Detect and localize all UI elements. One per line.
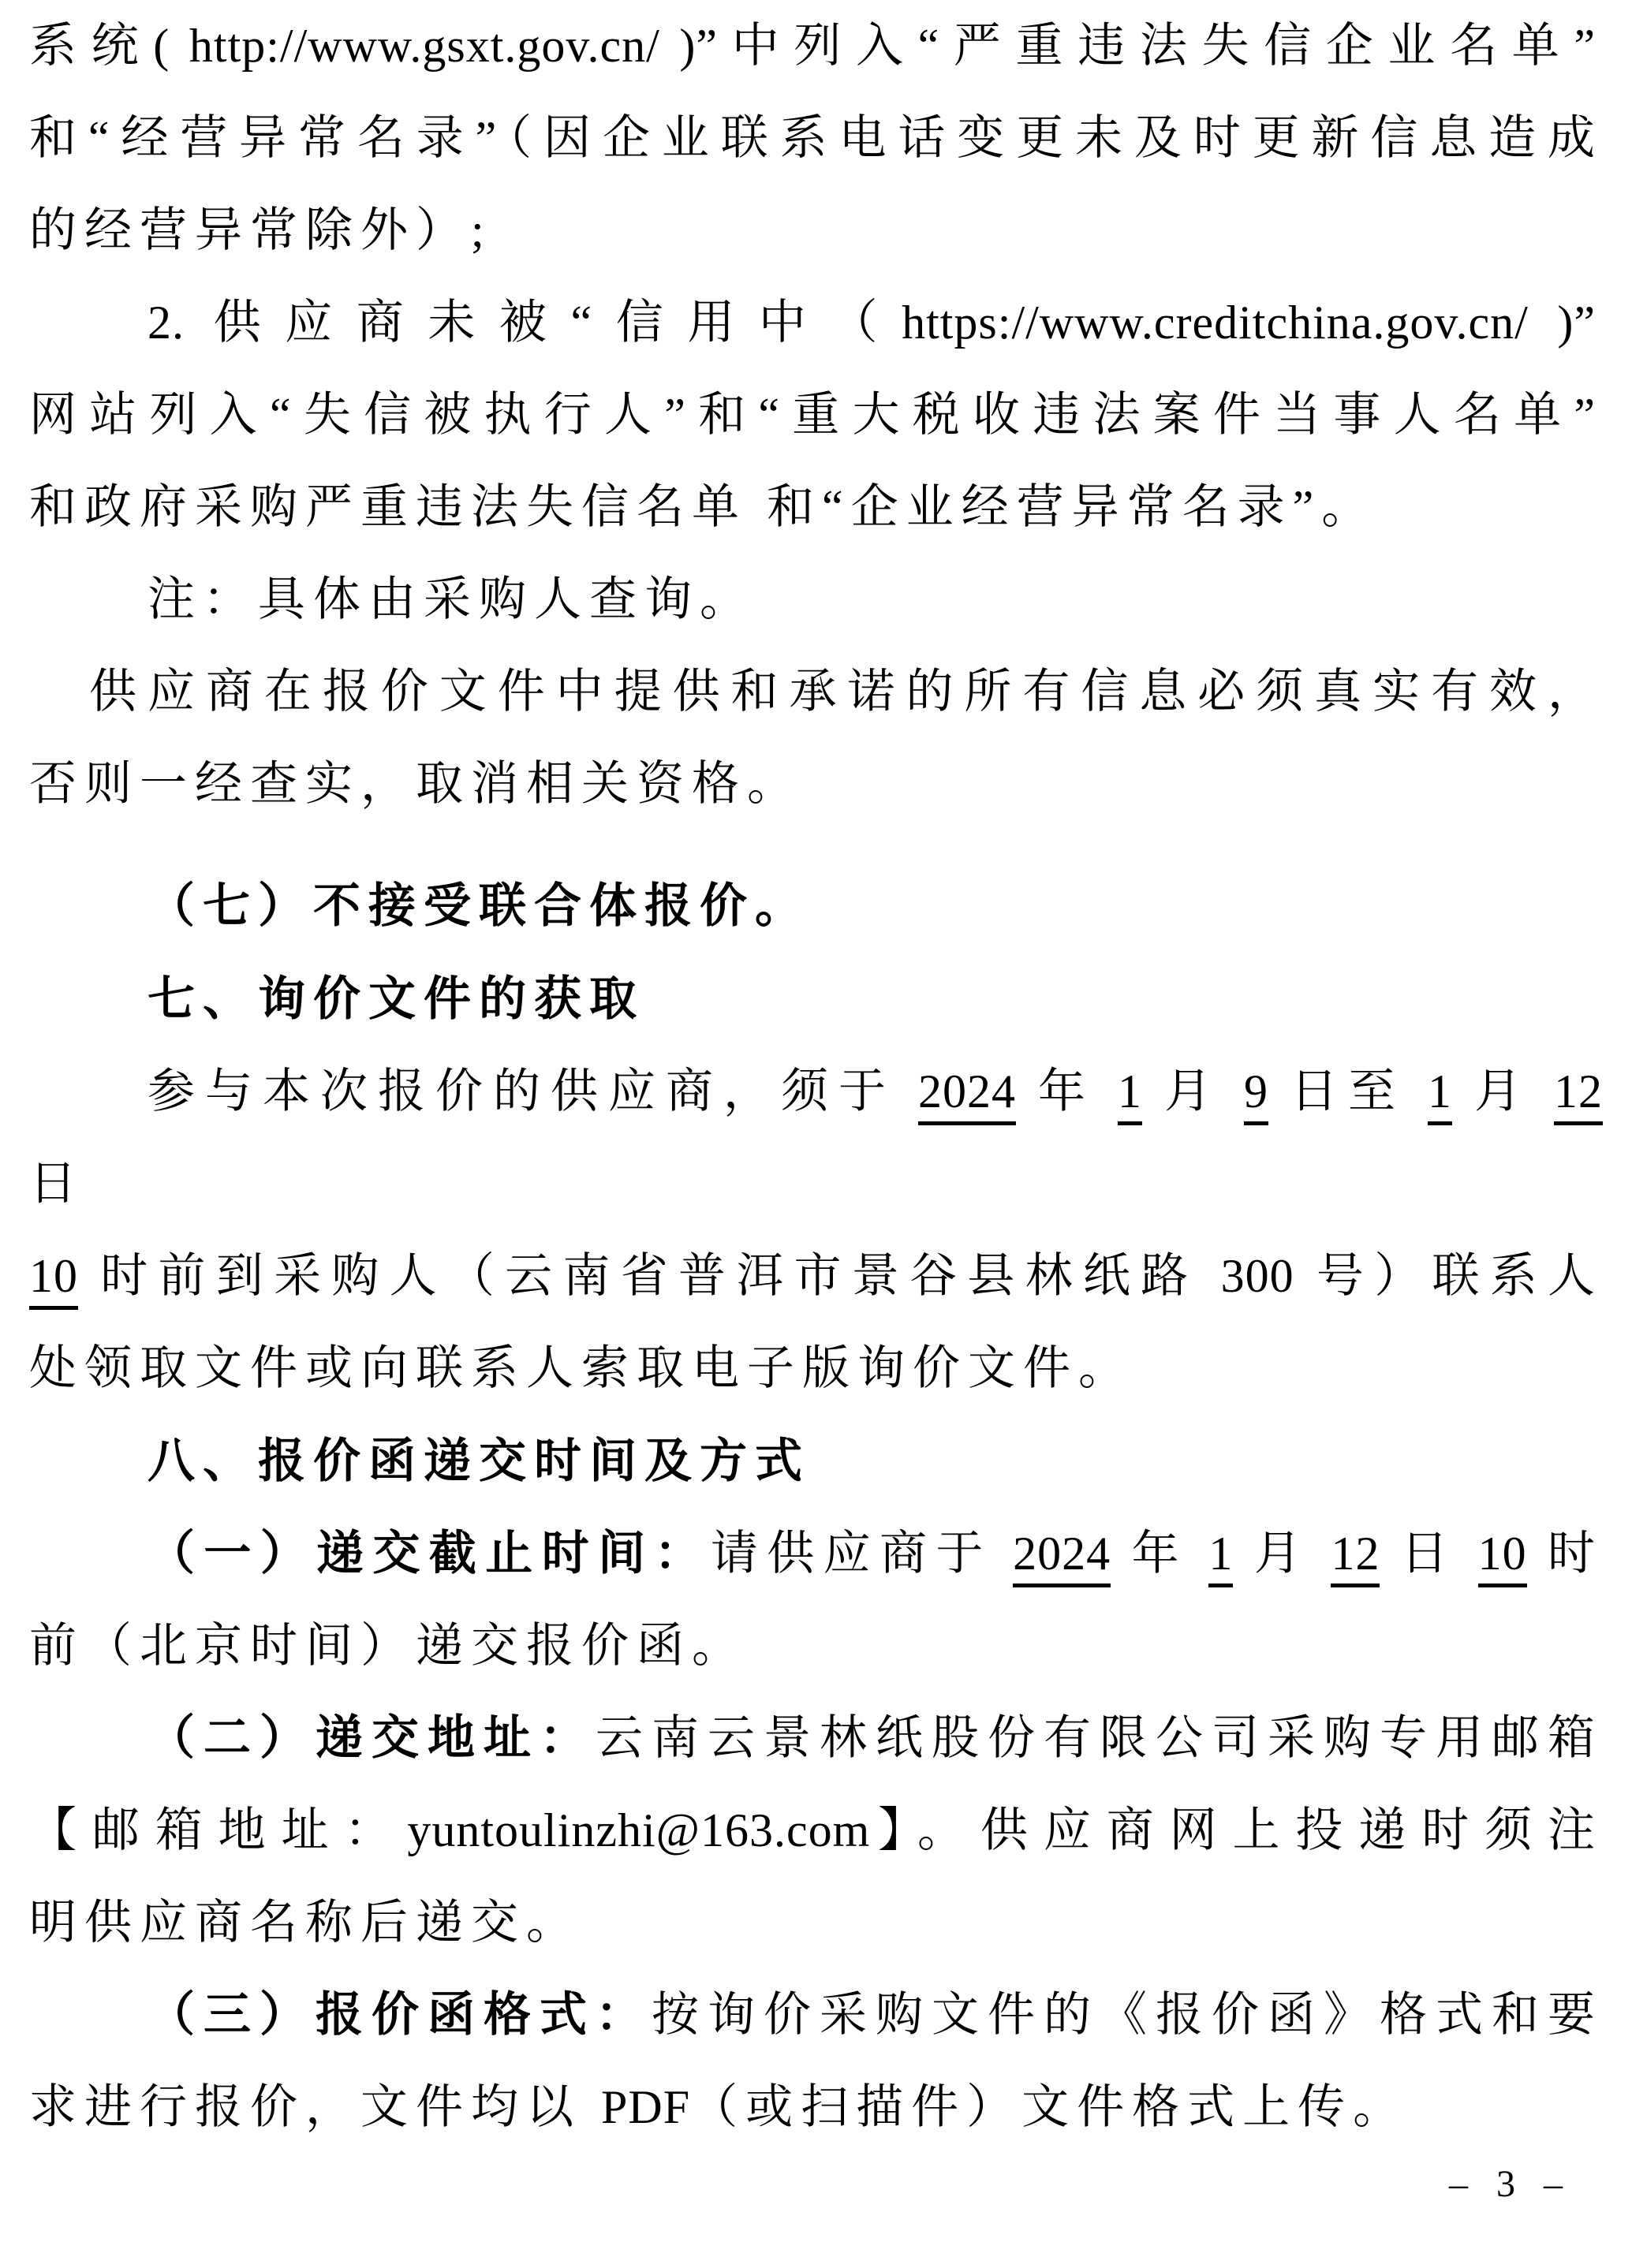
text-line: [29, 1230, 1603, 1322]
text-segment: 月: [1452, 1065, 1554, 1117]
text-segment: ”中列入“严重违法失信企业名单”: [696, 20, 1603, 72]
subsection-label: （三）报价函格式：: [148, 1989, 652, 2041]
text-line: [29, 0, 1603, 92]
document-body: [29, 0, 1603, 2154]
underlined-date: 1: [1208, 1528, 1233, 1587]
subsection-label: （二）递交地址：: [148, 1712, 596, 1764]
text-segment: 日: [29, 1158, 84, 1210]
text-line: [29, 738, 1603, 830]
text-line: [29, 646, 1603, 738]
text-line: [29, 277, 1603, 369]
text-segment: 和政府采购严重违法失信名单 和“企业经营异常名录”。: [29, 481, 1377, 533]
text-segment: 时前到采购人（云南省普洱市景谷县林纸路: [78, 1250, 1221, 1302]
text-segment: 供应商未被“信用中（: [213, 297, 902, 349]
text-segment: 请供应商于: [710, 1528, 1014, 1580]
text-segment: 和“经营异常名录”（因企业联系电话变更未及时更新信息造成: [29, 112, 1603, 164]
text-line: [29, 1692, 1603, 1785]
text-line: [29, 1322, 1603, 1415]
heading-text: 八、报价函递交时间及方式: [148, 1434, 810, 1487]
underlined-time: 10: [29, 1250, 78, 1310]
text-segment: 注：具体由采购人查询。: [148, 573, 755, 625]
text-segment: 求进行报价，文件均以: [29, 2081, 601, 2133]
section-heading-8: [29, 1415, 1603, 1508]
text-segment: 明供应商名称后递交。: [29, 1897, 581, 1949]
underlined-date: 2024: [918, 1065, 1016, 1125]
text-line: [29, 1508, 1603, 1600]
subsection-line: [29, 860, 1603, 953]
text-segment: 云南云景林纸股份有限公司采购专用邮箱: [596, 1712, 1603, 1764]
url-text: https://www.creditchina.gov.cn/ ): [902, 297, 1574, 349]
underlined-date: 1: [1118, 1065, 1142, 1125]
underlined-date: 9: [1244, 1065, 1268, 1125]
text-line: [29, 1600, 1603, 1692]
email-address: yuntoulinzhi@163.com: [407, 1804, 871, 1856]
text-segment: （或扫描件）文件格式上传。: [690, 2081, 1409, 2133]
text-line: [29, 2061, 1603, 2154]
text-segment: 日: [1380, 1528, 1478, 1580]
text-line: [29, 1877, 1603, 1969]
file-format-text: PDF: [601, 2081, 691, 2133]
text-line: [29, 1785, 1603, 1877]
underlined-date: 2024: [1013, 1528, 1111, 1587]
text-line: [29, 1046, 1603, 1230]
text-segment: ”: [1574, 297, 1603, 349]
street-number: 300: [1220, 1250, 1294, 1302]
note-line: [29, 554, 1603, 646]
section-heading-7: [29, 953, 1603, 1046]
text-segment: 否则一经查实，取消相关资格。: [29, 758, 802, 810]
url-text: ( http://www.gsxt.gov.cn/ ): [153, 20, 696, 72]
underlined-date: 1: [1428, 1065, 1452, 1125]
text-segment: 前（北京时间）递交报价函。: [29, 1620, 747, 1672]
heading-text: 七、询价文件的获取: [148, 972, 644, 1025]
text-line: [29, 369, 1603, 461]
text-segment: 日至: [1268, 1065, 1428, 1117]
text-segment: 系统: [29, 20, 154, 72]
text-segment: 处领取文件或向联系人索取电子版询价文件。: [29, 1342, 1133, 1394]
text-line: [29, 461, 1603, 554]
text-segment: 号）联系人: [1294, 1250, 1604, 1302]
text-segment: 】。供应商网上投递时须注: [870, 1804, 1603, 1856]
text-line: [29, 1969, 1603, 2061]
text-segment: 年: [1111, 1528, 1209, 1580]
text-segment: 参与本次报价的供应商，须于: [148, 1065, 918, 1117]
subsection-label: （一）递交截止时间：: [148, 1528, 711, 1580]
text-segment: 网站列入“失信被执行人”和“重大税收违法案件当事人名单”: [29, 389, 1603, 441]
text-line: [29, 92, 1603, 185]
page-number: – 3 –: [1449, 2163, 1572, 2205]
underlined-date: 12: [1554, 1065, 1603, 1125]
list-number: 2.: [148, 297, 214, 349]
subsection-label: （七）不接受联合体报价。: [148, 880, 810, 932]
text-segment: 时: [1526, 1528, 1604, 1580]
text-line: [29, 185, 1603, 277]
text-segment: 供应商在报价文件中提供和承诺的所有信息必须真实有效，: [89, 666, 1603, 718]
text-segment: 月: [1142, 1065, 1244, 1117]
underlined-date: 12: [1331, 1528, 1380, 1587]
text-segment: 月: [1233, 1528, 1331, 1580]
underlined-time: 10: [1478, 1528, 1527, 1587]
text-segment: 年: [1016, 1065, 1118, 1117]
text-segment: 按询价采购文件的《报价函》格式和要: [652, 1989, 1603, 2041]
text-segment: 【邮箱地址：: [29, 1804, 408, 1856]
text-segment: 的经营异常除外）;: [29, 204, 492, 256]
